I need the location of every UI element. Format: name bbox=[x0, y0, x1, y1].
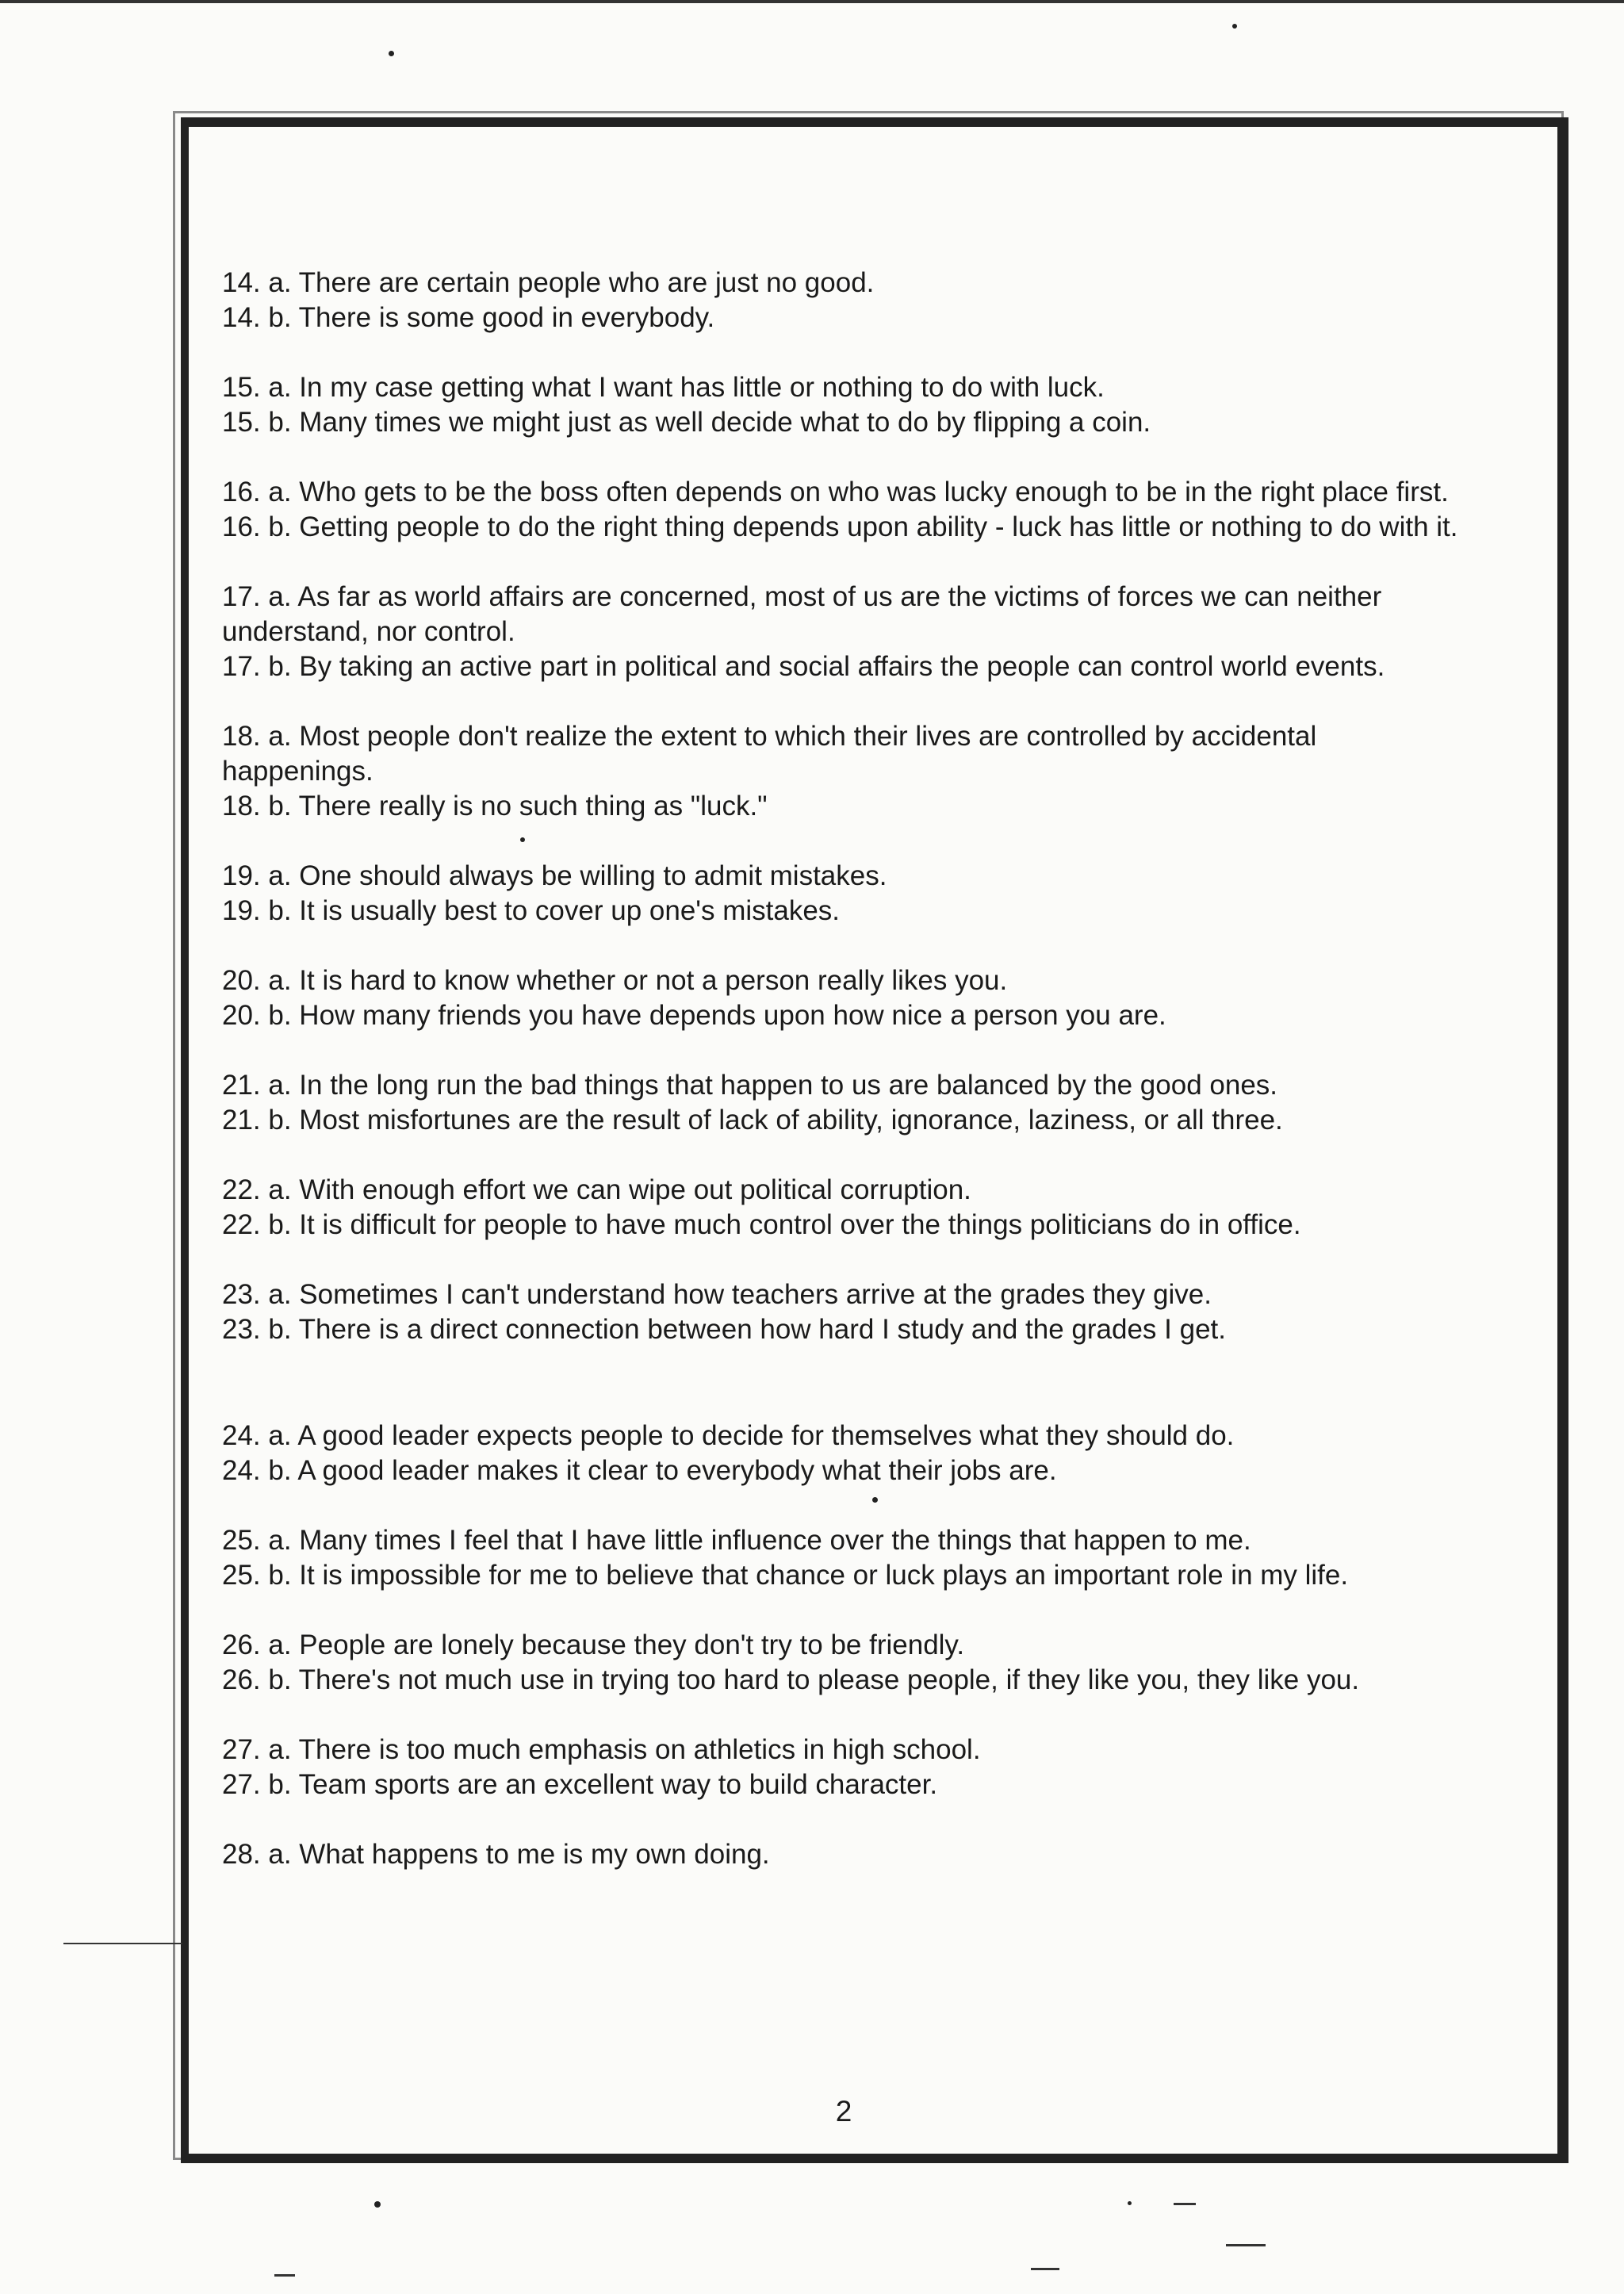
scan-speck bbox=[1232, 24, 1237, 29]
option-b: 22. b. It is difficult for people to have much control over the things politicians do in office. bbox=[222, 1209, 1301, 1240]
option-b: 21. b. Most misfortunes are the result of lack of ability, ignorance, laziness, or all three. bbox=[222, 1105, 1283, 1136]
option-a: 16. a. Who gets to be the boss often depends on who was lucky enough to be in the right place first. bbox=[222, 477, 1449, 507]
question-item-25 bbox=[222, 1523, 1475, 1593]
scan-mark bbox=[1174, 2203, 1196, 2205]
scan-speck bbox=[389, 51, 394, 56]
option-b: 25. b. It is impossible for me to believe that chance or luck plays an important role in my life. bbox=[222, 1560, 1349, 1591]
question-item-18 bbox=[222, 719, 1475, 824]
question-item-28 bbox=[222, 1837, 1475, 1872]
scan-mark bbox=[63, 1943, 182, 1944]
question-item-16 bbox=[222, 475, 1475, 545]
scan-mark bbox=[0, 0, 1624, 3]
option-b: 19. b. It is usually best to cover up one's mistakes. bbox=[222, 895, 841, 926]
page-number: 2 bbox=[835, 2095, 852, 2127]
option-a: 14. a. There are certain people who are just no good. bbox=[222, 267, 875, 298]
scan-speck bbox=[1128, 2201, 1132, 2205]
option-b: 17. b. By taking an active part in political and social affairs the people can control world events. bbox=[222, 651, 1385, 682]
option-b: 23. b. There is a direct connection between how hard I study and the grades I get. bbox=[222, 1314, 1226, 1345]
option-a: 17. a. As far as world affairs are concerned, most of us are the victims of forces we can neither understand, nor control. bbox=[222, 581, 1382, 647]
option-a: 15. a. In my case getting what I want has little or nothing to do with luck. bbox=[222, 372, 1105, 403]
option-a: 23. a. Sometimes I can't understand how teachers arrive at the grades they give. bbox=[222, 1279, 1212, 1310]
question-item-19 bbox=[222, 859, 1475, 929]
option-b: 26. b. There's not much use in trying too hard to please people, if they like you, they like you. bbox=[222, 1664, 1360, 1695]
option-a: 26. a. People are lonely because they don't try to be friendly. bbox=[222, 1630, 965, 1660]
option-b: 16. b. Getting people to do the right thing depends upon ability - luck has little or nothing to do with it. bbox=[222, 511, 1458, 542]
option-a: 19. a. One should always be willing to admit mistakes. bbox=[222, 860, 887, 891]
question-item-23 bbox=[222, 1277, 1475, 1347]
option-a: 22. a. With enough effort we can wipe out political corruption. bbox=[222, 1174, 971, 1205]
question-item-22 bbox=[222, 1173, 1475, 1243]
option-b: 18. b. There really is no such thing as "luck." bbox=[222, 791, 768, 821]
question-item-26 bbox=[222, 1628, 1475, 1698]
option-b: 20. b. How many friends you have depends upon how nice a person you are. bbox=[222, 1000, 1166, 1031]
scan-mark bbox=[274, 2274, 295, 2277]
question-item-17 bbox=[222, 580, 1475, 684]
option-a: 24. a. A good leader expects people to decide for themselves what they should do. bbox=[222, 1420, 1235, 1451]
option-b: 27. b. Team sports are an excellent way to build character. bbox=[222, 1769, 938, 1800]
question-item-27 bbox=[222, 1733, 1475, 1802]
scan-speck bbox=[374, 2201, 381, 2208]
question-item-24 bbox=[222, 1419, 1475, 1488]
option-b: 14. b. There is some good in everybody. bbox=[222, 302, 715, 333]
question-item-21 bbox=[222, 1068, 1475, 1138]
option-a: 20. a. It is hard to know whether or not a person really likes you. bbox=[222, 965, 1008, 996]
option-a: 28. a. What happens to me is my own doing. bbox=[222, 1839, 770, 1870]
option-a: 21. a. In the long run the bad things that happen to us are balanced by the good ones. bbox=[222, 1070, 1278, 1101]
questionnaire-body bbox=[222, 266, 1475, 1907]
option-b: 15. b. Many times we might just as well decide what to do by flipping a coin. bbox=[222, 407, 1151, 438]
question-item-20 bbox=[222, 963, 1475, 1033]
question-item-14 bbox=[222, 266, 1475, 335]
option-b: 24. b. A good leader makes it clear to everybody what their jobs are. bbox=[222, 1455, 1057, 1486]
scan-mark bbox=[1031, 2268, 1059, 2270]
option-a: 27. a. There is too much emphasis on athletics in high school. bbox=[222, 1734, 981, 1765]
scan-mark bbox=[1226, 2244, 1266, 2246]
question-item-15 bbox=[222, 370, 1475, 440]
option-a: 18. a. Most people don't realize the extent to which their lives are controlled by accidental happenings. bbox=[222, 721, 1317, 787]
option-a: 25. a. Many times I feel that I have little influence over the things that happen to me. bbox=[222, 1525, 1251, 1556]
